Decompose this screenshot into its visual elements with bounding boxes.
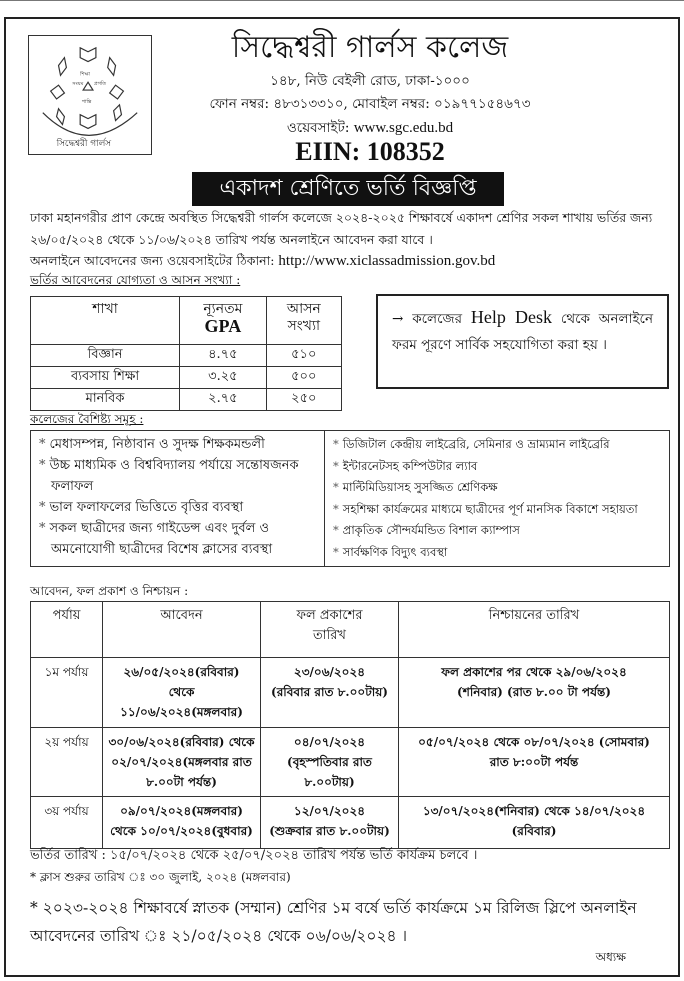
feature-text: সহশিক্ষা কার্যক্রমের মাধ্যমে ছাত্রীদের পূর্ণ মানসিক বিকাশে সহায়তা [342,501,638,516]
feature-text: ভাল ফলাফলের ভিত্তিতে বৃত্তির ব্যবস্থা [49,500,244,515]
list-item [333,542,661,564]
result-cell [261,728,399,797]
college-address: ১৪৮, নিউ বেইলী রোড, ঢাকা-১০০০ [270,73,470,89]
gpa-header-line2: GPA [204,316,242,336]
top-rule [0,0,684,1]
list-item [39,497,316,518]
features-right-column [325,431,670,567]
svg-text:শান্তি: শান্তি [82,98,92,105]
feature-text: সকল ছাত্রীদের জন্য গাইডেন্স এবং দুর্বল ও অমনোযোগী ছাত্রীদের বিশেষ ক্লাসের ব্যবস্থা [49,521,273,557]
seats-header [266,297,341,345]
arrow-right-icon: → [392,311,404,327]
cell-line: ২৬/০৫/২০২৪(রবিবার) [123,665,240,679]
help-desk-text-before: কলেজের [412,311,463,327]
application-cell [103,797,261,849]
gpa-cell: ৪.৭৫ [180,345,266,367]
list-item [333,477,661,499]
notice-title-banner: একাদশ শ্রেণিতে ভর্তি বিজ্ঞপ্তি [192,172,504,206]
gpa-cell: ২.৭৫ [180,389,266,411]
gpa-cell: ৩.২৫ [180,367,266,389]
features-left-column [31,431,325,567]
cell-line: (রবিবার রাত ৮.০০টায়) [271,685,388,699]
application-cell [103,658,261,728]
confirmation-cell [399,797,670,849]
branch-cell: মানবিক [31,389,180,411]
seats-header-line1: আসন [286,301,321,317]
result-cell [261,797,399,849]
list-item [39,518,316,560]
list-item [39,455,316,497]
cell-line: (রবিবার) [511,824,557,838]
table-row [31,389,342,411]
cell-line: ৩০/০৬/২০২৪(রবিবার) থেকে [108,735,255,749]
schedule-table [30,601,670,849]
confirmation-cell [399,728,670,797]
help-desk-box [376,294,669,389]
cell-line: থেকে [168,685,195,699]
eligibility-table [30,296,342,411]
branch-cell: ব্যবসায় শিক্ষা [31,367,180,389]
seats-cell: ২৫০ [266,389,341,411]
asterisk-bullet-icon: * [333,458,339,473]
college-logo [28,35,152,155]
svg-text:সিদ্ধেশ্বরী গার্লস: সিদ্ধেশ্বরী গার্লস [56,139,112,150]
asterisk-bullet-icon: * [333,544,339,559]
cell-line: ১৩/০৭/২০২৪(শনিবার) থেকে ১৪/০৭/২০২৪ [422,804,646,818]
contact-numbers: ফোন নম্বর: ৪৮৩১৩৩১০, মোবাইল নম্বর: ০১৯৭৭১৫৪৬৭৩ [209,96,531,112]
list-item [39,434,316,455]
asterisk-bullet-icon: * [333,523,339,537]
table-row [31,728,670,797]
admission-dates: ভর্তির তারিখ : ১৫/০৭/২০২৪ থেকে ২৫/০৭/২০২৪ তারিখ পর্যন্ত ভর্তি কার্যক্রম চলবে । [30,848,478,863]
cell-line: ০৫/০৭/২০২৪ থেকে ০৮/০৭/২০২৪ (সোমবার) [418,735,650,749]
cell-line: ০২/০৭/২০২৪(মঙ্গলবার রাত [111,755,252,769]
svg-text:শিক্ষা: শিক্ষা [80,71,90,78]
list-item [333,456,661,478]
asterisk-bullet-icon: * [39,437,46,452]
result-cell [261,658,399,728]
eiin-number: EIIN: 108352 [295,137,445,166]
college-logo-books-ring-icon [29,36,151,154]
cell-line: ১১/০৬/২০২৪(মঙ্গলবার) [120,705,243,719]
branch-cell: বিজ্ঞান [31,345,180,367]
result-header-line2: তারিখ [313,628,346,643]
asterisk-bullet-icon: * [39,458,46,473]
gpa-header-line1: ন্যূনতম [203,301,243,317]
online-application-label: অনলাইনে আবেদনের জন্য ওয়েবসাইটের ঠিকানা: [30,253,275,268]
website-label: ওয়েবসাইট: [286,120,350,136]
cell-line: (শনিবার) (রাত ৮.০০ টা পর্যন্ত) [457,685,611,699]
seats-cell: ৫০০ [266,367,341,389]
list-item [333,499,661,521]
table-row [31,367,342,389]
asterisk-bullet-icon: * [39,500,46,515]
online-application-line [30,250,670,272]
feature-text: ডিজিটাল কেন্দ্রীয় লাইব্রেরি, সেমিনার ও ভ্রাম্যমান লাইব্রেরি [342,437,610,451]
principal-signature: অধ্যক্ষ [595,950,626,964]
cell-line: ৮.০০টা পর্যন্ত) [146,775,217,789]
list-item [333,434,661,456]
table-row [31,345,342,367]
cell-line: থেকে ১০/০৭/২০২৪(বুধবার) [110,824,253,838]
application-cell [103,728,261,797]
svg-text:প্রগতি: প্রগতি [93,81,106,88]
schedule-header-row [31,602,670,658]
features-table [30,430,670,567]
result-header [261,602,399,658]
cell-line: ০৯/০৭/২০২৪(মঙ্গলবার) [120,804,243,818]
feature-text: প্রাকৃতিক সৌন্দর্যমন্ডিত বিশাল ক্যাম্পাস [342,523,520,537]
cell-line: (বৃহস্পতিবার রাত [287,755,372,769]
cell-line: ৮.০০টায়) [304,775,355,789]
help-desk-label: Help Desk [470,307,552,327]
feature-text: মেধাসম্পন্ন, নিষ্ঠাবান ও সুদক্ষ শিক্ষকমন্ডলী [49,437,265,452]
phase-header: পর্যায় [31,602,103,658]
feature-text: ইন্টারনেটসহ কম্পিউটার ল্যাব [342,458,478,473]
seats-header-line2: সংখ্যা [287,318,321,334]
intro-paragraph: ঢাকা মহানগরীর প্রাণ কেন্দ্রে অবস্থিত সিদ্ধেশ্বরী গার্লস কলেজে ২০২৪-২০২৫ শিক্ষাবর্ষে একাদশ শ্রেণির সকল শাখায় ভর্তির জন্য ২৬/০৫/২০২৪ থেকে ১১/০৬/২০২৪ তারিখ পর্যন্ত অনলাইনে আবেদন করা যাবে । [30,210,653,247]
class-start-date: * ক্লাস শুরুর তারিখ ঃ ৩০ জুলাই, ২০২৪ (মঙ্গলবার) [30,870,291,884]
phase-cell: ৩য় পর্যায় [31,797,103,849]
cell-line: ফল প্রকাশের পর থেকে ২৯/০৬/২০২৪ [441,665,627,679]
seats-cell: ৫১০ [266,345,341,367]
branch-header: শাখা [31,297,180,345]
features-heading: কলেজের বৈশিষ্ট্য সমূহ : [30,412,144,426]
help-desk-text-after: থেকে অনলাইনে ফরম পূরণে সার্বিক সহযোগিতা করা হয় । [392,311,654,353]
asterisk-bullet-icon: * [39,521,46,536]
phase-cell: ১ম পর্যায় [31,658,103,728]
application-header: আবেদন [103,602,261,658]
table-row [31,658,670,728]
asterisk-bullet-icon: * [333,480,339,494]
cell-line: ১২/০৭/২০২৪ [293,804,366,818]
feature-text: মাল্টিমিডিয়াসহ সুসজ্জিত শ্রেণিকক্ষ [342,480,498,494]
feature-text: উচ্চ মাধ্যমিক ও বিশ্ববিদ্যালয় পর্যায়ে সন্তোষজনক ফলাফল [49,458,299,494]
website-link[interactable]: www.sgc.edu.bd [353,120,454,136]
admission-website-link[interactable]: http://www.xiclassadmission.gov.bd [278,253,496,269]
result-header-line1: ফল প্রকাশের [296,608,363,623]
schedule-heading: আবেদন, ফল প্রকাশ ও নিশ্চায়ন : [30,584,189,598]
phase-cell: ২য় পর্যায় [31,728,103,797]
eligibility-heading: ভর্তির আবেদনের যোগ্যতা ও আসন সংখ্যা : [30,273,241,287]
svg-text:সংযম: সংযম [72,81,84,88]
list-item [333,520,661,542]
gpa-header [180,297,266,345]
cell-line: ০৪/০৭/২০২৪ [293,735,366,749]
asterisk-bullet-icon: * [333,501,339,516]
table-row [31,797,670,849]
feature-text: সার্বক্ষণিক বিদ্যুৎ ব্যবস্থা [342,544,448,559]
confirmation-cell [399,658,670,728]
cell-line: (শুক্রবার রাত ৮.০০টায়) [269,824,390,838]
cell-line: ২৩/০৬/২০২৪ [293,665,366,679]
asterisk-bullet-icon: * [333,437,339,451]
confirmation-header: নিশ্চায়নের তারিখ [399,602,670,658]
college-name: সিদ্ধেশ্বরী গার্লস কলেজ [231,30,509,65]
cell-line: রাত ৮:০০টা পর্যন্ত [489,755,579,769]
honours-admission-note: * ২০২৩-২০২৪ শিক্ষাবর্ষে স্নাতক (সম্মান) শ্রেণির ১ম বর্ষে ভর্তি কার্যক্রমে ১ম রিলিজ স্লিপে অনলাইন আবেদনের তারিখ ঃ ২১/০৫/২০২৪ থেকে ০৬/০৬/২০২৪ । [30,899,637,945]
eligibility-header-row [31,297,342,345]
